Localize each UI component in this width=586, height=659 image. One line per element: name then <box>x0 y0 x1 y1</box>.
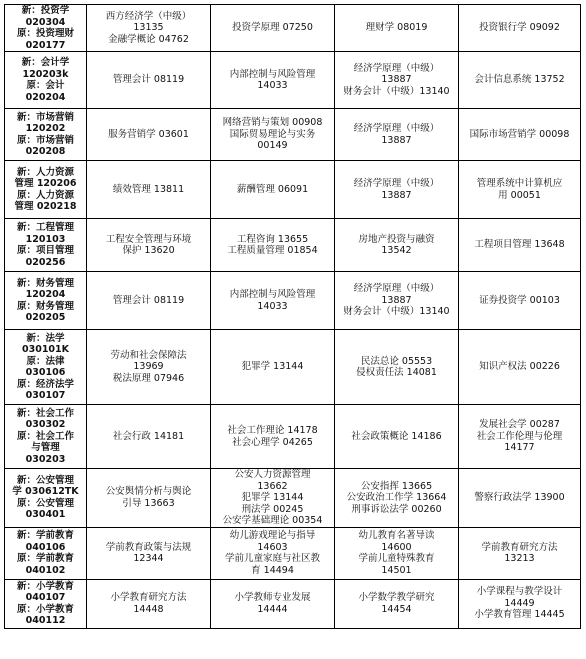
course-line: 14454 <box>381 603 412 615</box>
major-line: 040107 <box>25 592 66 603</box>
course-line: 财务会计（中级）13140 <box>343 85 450 97</box>
course-cell <box>335 5 459 52</box>
major-line: 040112 <box>25 615 66 626</box>
course-line: 保护 13620 <box>122 245 175 256</box>
course-line: 知识产权法 00226 <box>479 361 560 373</box>
course-cell <box>211 5 335 52</box>
table-row <box>5 330 581 405</box>
major-line: 030106 <box>25 367 66 378</box>
course-line: 14033 <box>257 300 288 312</box>
course-cell <box>459 405 581 469</box>
course-cell <box>335 405 459 469</box>
course-line: 14603 <box>257 541 288 553</box>
major-line: 管理 020218 <box>14 201 77 212</box>
major-line: 120204 <box>25 289 66 300</box>
course-line: 13887 <box>381 294 412 306</box>
course-line: 小学教育管理 14445 <box>474 609 565 621</box>
table-row <box>5 527 581 579</box>
major-line: 030401 <box>25 509 66 521</box>
major-line: 040106 <box>25 541 66 553</box>
course-line: 13542 <box>381 245 412 256</box>
major-line: 120202 <box>25 123 66 134</box>
course-cell <box>459 272 581 330</box>
course-cell <box>335 469 459 528</box>
course-cell <box>87 405 211 469</box>
course-line: 幼儿教育名著导读 <box>358 530 435 541</box>
major-cell <box>5 527 87 579</box>
course-cell <box>459 527 581 579</box>
major-line: 管理 120206 <box>14 178 77 189</box>
major-line: 040102 <box>25 564 66 576</box>
major-line: 原：财务管理 <box>16 300 74 312</box>
major-line: 020208 <box>25 146 66 157</box>
major-line: 原：小学教育 <box>16 603 74 615</box>
table-row <box>5 272 581 330</box>
major-line: 新：财务管理 <box>16 277 74 289</box>
course-line: 引导 13663 <box>122 497 175 509</box>
course-cell <box>87 5 211 52</box>
course-cell <box>459 109 581 161</box>
course-cell <box>211 272 335 330</box>
course-line: 14600 <box>381 541 412 553</box>
course-cell <box>211 219 335 272</box>
major-cell <box>5 405 87 469</box>
major-cell <box>5 52 87 109</box>
table-row <box>5 52 581 109</box>
course-line: 管理会计 08119 <box>112 74 185 86</box>
major-line: 学 030612TK <box>12 486 79 498</box>
major-cell <box>5 219 87 272</box>
course-line: 经济学原理（中级） <box>353 62 440 74</box>
course-line: 13969 <box>133 361 164 373</box>
course-line: 社会政策概论 14186 <box>351 430 442 442</box>
course-cell <box>459 52 581 109</box>
course-line: 管理系统中计算机应 <box>476 178 563 189</box>
table-row <box>5 161 581 219</box>
course-line: 工程质量管理 01854 <box>227 245 318 256</box>
course-line: 会计信息系统 13752 <box>474 74 565 86</box>
course-line: 劳动和社会保障法 <box>110 349 187 361</box>
major-cell <box>5 579 87 628</box>
course-line: 学前教育研究方法 <box>481 541 558 553</box>
table-row <box>5 405 581 469</box>
course-line: 刑事诉讼法学 00260 <box>351 503 442 515</box>
major-cell <box>5 5 87 52</box>
course-cell <box>335 272 459 330</box>
course-line: 小学数学教学研究 <box>358 592 435 603</box>
major-line: 新：投资学 <box>21 5 70 16</box>
course-cell <box>87 330 211 405</box>
course-line: 投资银行学 09092 <box>479 22 560 34</box>
major-line: 新：工程管理 <box>16 222 74 233</box>
course-line: 14177 <box>504 442 535 454</box>
major-line: 120103 <box>25 233 66 245</box>
course-line: 公安人力资源管理 <box>234 469 311 480</box>
course-line: 社会心理学 04265 <box>232 436 313 448</box>
course-line: 财务会计（中级）13140 <box>343 306 450 318</box>
major-line: 新：市场营销 <box>16 111 74 123</box>
course-line: 国际市场营销学 00098 <box>469 128 570 140</box>
course-cell <box>211 469 335 528</box>
course-line: 公安舆情分析与舆论 <box>105 486 192 498</box>
table-row <box>5 579 581 628</box>
major-cell <box>5 161 87 219</box>
major-cell <box>5 272 87 330</box>
course-line: 工程咨询 13655 <box>236 233 309 245</box>
major-line: 新：公安管理 <box>16 474 74 486</box>
major-line: 020177 <box>25 39 66 51</box>
course-line: 小学教育研究方法 <box>110 592 187 603</box>
table-row <box>5 219 581 272</box>
course-line: 公安政治工作学 13664 <box>346 492 447 503</box>
major-line: 与管理 <box>31 442 60 454</box>
course-cell <box>335 527 459 579</box>
course-line: 西方经济学（中级） <box>105 10 192 22</box>
course-cell <box>87 527 211 579</box>
major-line: 120203k <box>22 68 69 80</box>
course-line: 13662 <box>257 480 288 492</box>
course-line: 13213 <box>504 553 535 564</box>
course-cell <box>211 330 335 405</box>
major-line: 新：会计学 <box>21 57 70 68</box>
course-cell <box>87 52 211 109</box>
course-line: 13887 <box>381 134 412 146</box>
course-cell <box>335 109 459 161</box>
course-cell <box>87 579 211 628</box>
course-line: 00149 <box>257 140 288 152</box>
major-cell <box>5 330 87 405</box>
major-line: 原：项目管理 <box>16 245 74 256</box>
major-line: 030203 <box>25 453 66 465</box>
course-line: 警察行政法学 13900 <box>474 492 565 503</box>
major-line: 原：社会工作 <box>16 430 74 442</box>
course-line: 刑法学 00245 <box>241 503 304 515</box>
course-line: 证券投资学 00103 <box>479 294 560 306</box>
course-cell <box>211 579 335 628</box>
major-line: 030302 <box>25 419 66 431</box>
course-cell <box>459 469 581 528</box>
major-line: 030101K <box>21 344 70 355</box>
major-line: 020304 <box>25 16 66 28</box>
table-row <box>5 5 581 52</box>
course-line: 公安学基础理论 00354 <box>222 515 323 526</box>
course-line: 13135 <box>133 22 164 34</box>
course-line: 工程项目管理 13648 <box>474 239 565 251</box>
course-line: 经济学原理（中级） <box>353 123 440 134</box>
course-line: 14501 <box>381 564 412 576</box>
course-line: 内部控制与风险管理 <box>229 68 316 80</box>
course-line: 金融学概论 04762 <box>108 33 189 45</box>
course-cell <box>335 330 459 405</box>
course-line: 发展社会学 00287 <box>479 419 560 431</box>
course-cell <box>211 161 335 219</box>
major-line: 原：会计 <box>26 80 65 91</box>
course-cell <box>459 579 581 628</box>
major-line: 020256 <box>25 256 66 268</box>
course-line: 房地产投资与融资 <box>358 233 435 245</box>
major-line: 新：学前教育 <box>16 530 74 541</box>
course-line: 小学课程与教学设计 <box>476 586 563 598</box>
major-line: 新：社会工作 <box>16 407 74 419</box>
course-line: 14033 <box>257 80 288 91</box>
major-line: 原：法律 <box>26 355 65 367</box>
major-cell <box>5 109 87 161</box>
course-line: 14444 <box>257 603 288 615</box>
course-line: 管理会计 08119 <box>112 294 185 306</box>
course-line: 犯罪学 13144 <box>241 492 304 503</box>
course-line: 服务营销学 03601 <box>108 128 189 140</box>
course-line: 学前教育政策与法规 <box>105 541 192 553</box>
major-line: 原：公安管理 <box>16 497 74 509</box>
course-line: 薪酬管理 06091 <box>236 183 309 195</box>
course-cell <box>459 330 581 405</box>
course-cell <box>211 527 335 579</box>
course-line: 经济学原理（中级） <box>353 283 440 295</box>
course-cell <box>211 109 335 161</box>
course-line: 12344 <box>133 553 164 564</box>
course-cell <box>459 5 581 52</box>
course-line: 小学教师专业发展 <box>234 592 311 603</box>
course-cell <box>87 469 211 528</box>
course-line: 幼儿游戏理论与指导 <box>229 530 316 541</box>
course-cell <box>335 219 459 272</box>
course-cell <box>335 161 459 219</box>
major-line: 原：经济法学 <box>16 378 74 390</box>
course-cell <box>459 219 581 272</box>
course-line: 内部控制与风险管理 <box>229 289 316 300</box>
course-line: 14448 <box>133 603 164 615</box>
major-line: 原：投资理财 <box>16 28 74 39</box>
major-line: 新：小学教育 <box>16 580 74 592</box>
course-line: 工程安全管理与环境 <box>105 233 192 245</box>
course-cell <box>211 52 335 109</box>
course-line: 育 14494 <box>251 564 294 576</box>
major-line: 新：人力资源 <box>16 166 74 178</box>
major-line: 原：市场营销 <box>16 134 74 146</box>
course-cell <box>335 52 459 109</box>
course-line: 网络营销与策划 00908 <box>222 117 323 129</box>
table-row <box>5 469 581 528</box>
course-line: 社会工作伦理与伦理 <box>476 430 563 442</box>
major-line: 020204 <box>25 91 66 103</box>
course-line: 学前儿童家庭与社区教 <box>224 553 320 564</box>
course-line: 民法总论 05553 <box>360 355 433 367</box>
major-cell <box>5 469 87 528</box>
course-cell <box>335 579 459 628</box>
course-line: 税法原理 07946 <box>112 372 185 384</box>
course-line: 14449 <box>504 597 535 609</box>
course-cell <box>87 272 211 330</box>
course-line: 投资学原理 07250 <box>232 22 313 34</box>
course-line: 理财学 08019 <box>365 22 428 34</box>
course-cell <box>211 405 335 469</box>
course-line: 国际贸易理论与实务 <box>229 128 316 140</box>
course-line: 社会行政 14181 <box>112 430 185 442</box>
course-line: 经济学原理（中级） <box>353 178 440 189</box>
course-line: 犯罪学 13144 <box>241 361 304 373</box>
course-line: 侵权责任法 14081 <box>356 367 437 378</box>
course-line: 用 00051 <box>498 189 541 201</box>
course-line: 社会工作理论 14178 <box>227 425 318 436</box>
major-line: 020205 <box>25 312 66 323</box>
major-line: 新：法学 <box>26 332 65 344</box>
course-cell <box>87 219 211 272</box>
major-line: 原：人力资源 <box>16 189 74 201</box>
course-table <box>4 4 581 629</box>
course-cell <box>87 109 211 161</box>
course-line: 13887 <box>381 189 412 201</box>
course-line: 13887 <box>381 74 412 86</box>
course-line: 学前儿童特殊教育 <box>358 553 435 564</box>
course-cell <box>459 161 581 219</box>
course-line: 公安指挥 13665 <box>360 480 433 492</box>
major-line: 030107 <box>25 390 66 401</box>
major-line: 原：学前教育 <box>16 553 74 564</box>
course-cell <box>87 161 211 219</box>
course-table-body <box>5 5 581 629</box>
table-row <box>5 109 581 161</box>
course-line: 绩效管理 13811 <box>112 183 185 195</box>
